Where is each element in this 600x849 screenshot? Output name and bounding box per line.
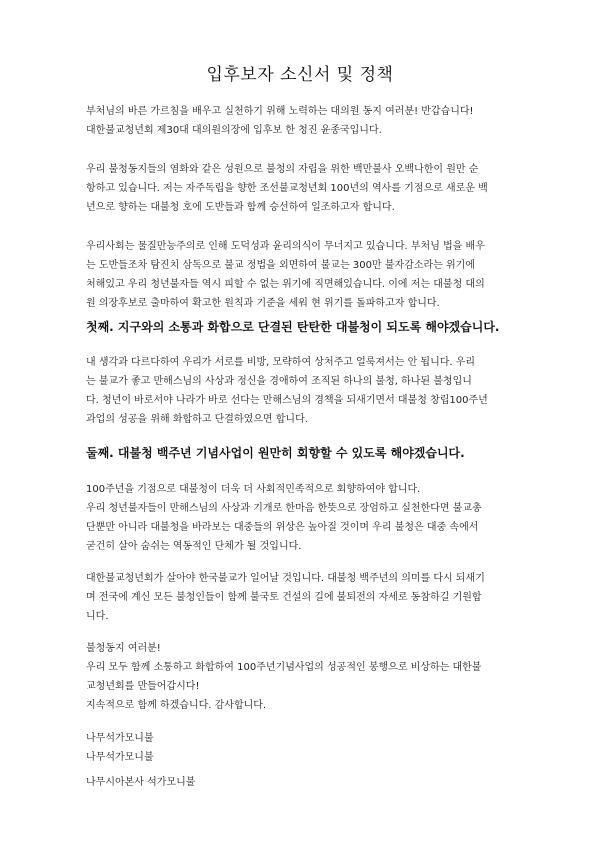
text-line: 과업의 성공을 위해 화합하고 단결하였으면 합니다. [86,414,308,425]
text-line: 우리 불청동지들의 염화와 같은 성원으로 불청의 자립을 위한 백만불사 오백나한이 원만 순 [86,164,479,175]
paragraph-5 [86,480,514,556]
intro-paragraph [86,102,514,140]
text-line: 며 전국에 계신 모든 불청인들이 함께 불국토 건설의 길에 불퇴전의 자세로 동참하길 기원합 [86,592,482,603]
text-line: 대한불교청년회가 살아야 한국불교가 일어날 것입니다. 대불청 백주년의 의미를 다시 되새기 [86,573,485,584]
text-line: 우리사회는 물질만능주의로 인해 도덕성과 윤리의식이 무너지고 있습니다. 부처님 법을 배우 [86,241,485,252]
final-prayer [86,773,514,792]
text-line: 내 생각과 다르다하여 우리가 서로를 비방, 모략하여 상처주고 얼룩져서는 안 됩니다. 우리 [86,357,476,368]
text-line: 우리 모두 함께 소통하고 화합하여 100주년기념사업의 성공적인 봉행으로 비상하는 대한불 [86,662,482,673]
section-heading-2: 둘째. 대불청 백주년 기념사업이 원만히 회향할 수 있도록 해야겠습니다. [86,446,465,460]
text-line: 원 의장후보로 출마하여 확고한 원칙과 기준을 세워 현 위기를 돌파하고자 합니다. [86,298,440,309]
text-line: 교청년회를 만들어갑시다! [86,681,200,692]
text-line: 나무석가모니불 [86,752,154,763]
paragraph-7 [86,639,514,715]
text-line: 는 도반들조차 탐진치 삼독으로 불교 정법을 외면하여 불교는 300만 불자감소라는 위기에 [86,260,475,271]
paragraph-3 [86,237,514,313]
text-line: 는 불교가 좋고 만해스님의 사상과 정신을 경애하여 조직된 하나의 불청, 하나된 불청입니 [86,376,472,387]
text-line: 지속적으로 함께 하겠습니다. 감사합니다. [86,700,267,711]
paragraph-4 [86,353,514,429]
text-line: 처해있고 우리 청년불자들 역시 피할 수 없는 위기에 직면해있습니다. 이에 저는 대불청 대의 [86,279,485,290]
text-line: 100주년을 기점으로 대불청이 더욱 더 사회적민족적으로 회향하여야 합니다. [86,484,421,495]
text-line: 부처님의 바른 가르침을 배우고 실천하기 위해 노력하는 대의원 동지 여러분! 반갑습니다! [86,106,474,117]
text-line: 다. 청년이 바로서야 나라가 바로 선다는 만해스님의 경책을 되새기면서 대불청 창립100주년 [86,395,488,406]
section-heading-1: 첫째. 지구와의 소통과 화합으로 단결된 탄탄한 대불청이 되도록 해야겠습니다. [86,320,500,334]
text-line: 나무석가모니불 [86,733,154,744]
text-line: 항하고 있습니다. 저는 자주독립을 향한 조선불교청년회 100년의 역사를 기점으로 새로운 백 [86,183,488,194]
text-line: 년으로 향하는 대불청 호에 도반들과 함께 승선하여 일조하고자 합니다. [86,202,395,213]
text-line: 우리 청년불자들이 만해스님의 사상과 기개로 한마음 한뜻으로 장엄하고 실천한다면 불교총 [86,503,482,514]
text-line: 나무시아본사 석가모니불 [86,777,196,788]
text-line: 단뿐만 아니라 대불청을 바라보는 대중들의 위상은 높아질 것이며 우리 불청은 대중 속에서 [86,522,479,533]
document-title: 입후보자 소신서 및 정책 [206,65,394,85]
text-line: 불청동지 여러분! [86,643,161,654]
paragraph-6 [86,569,514,626]
text-line: 굳건히 살아 숨쉬는 역동적인 단체가 될 것입니다. [86,541,302,552]
closing-prayer [86,729,514,767]
paragraph-2 [86,160,514,217]
text-line: 대한불교청년회 제30대 대의원의장에 입후보 한 청진 윤종국입니다. [86,125,382,136]
text-line: 니다. [86,611,109,622]
